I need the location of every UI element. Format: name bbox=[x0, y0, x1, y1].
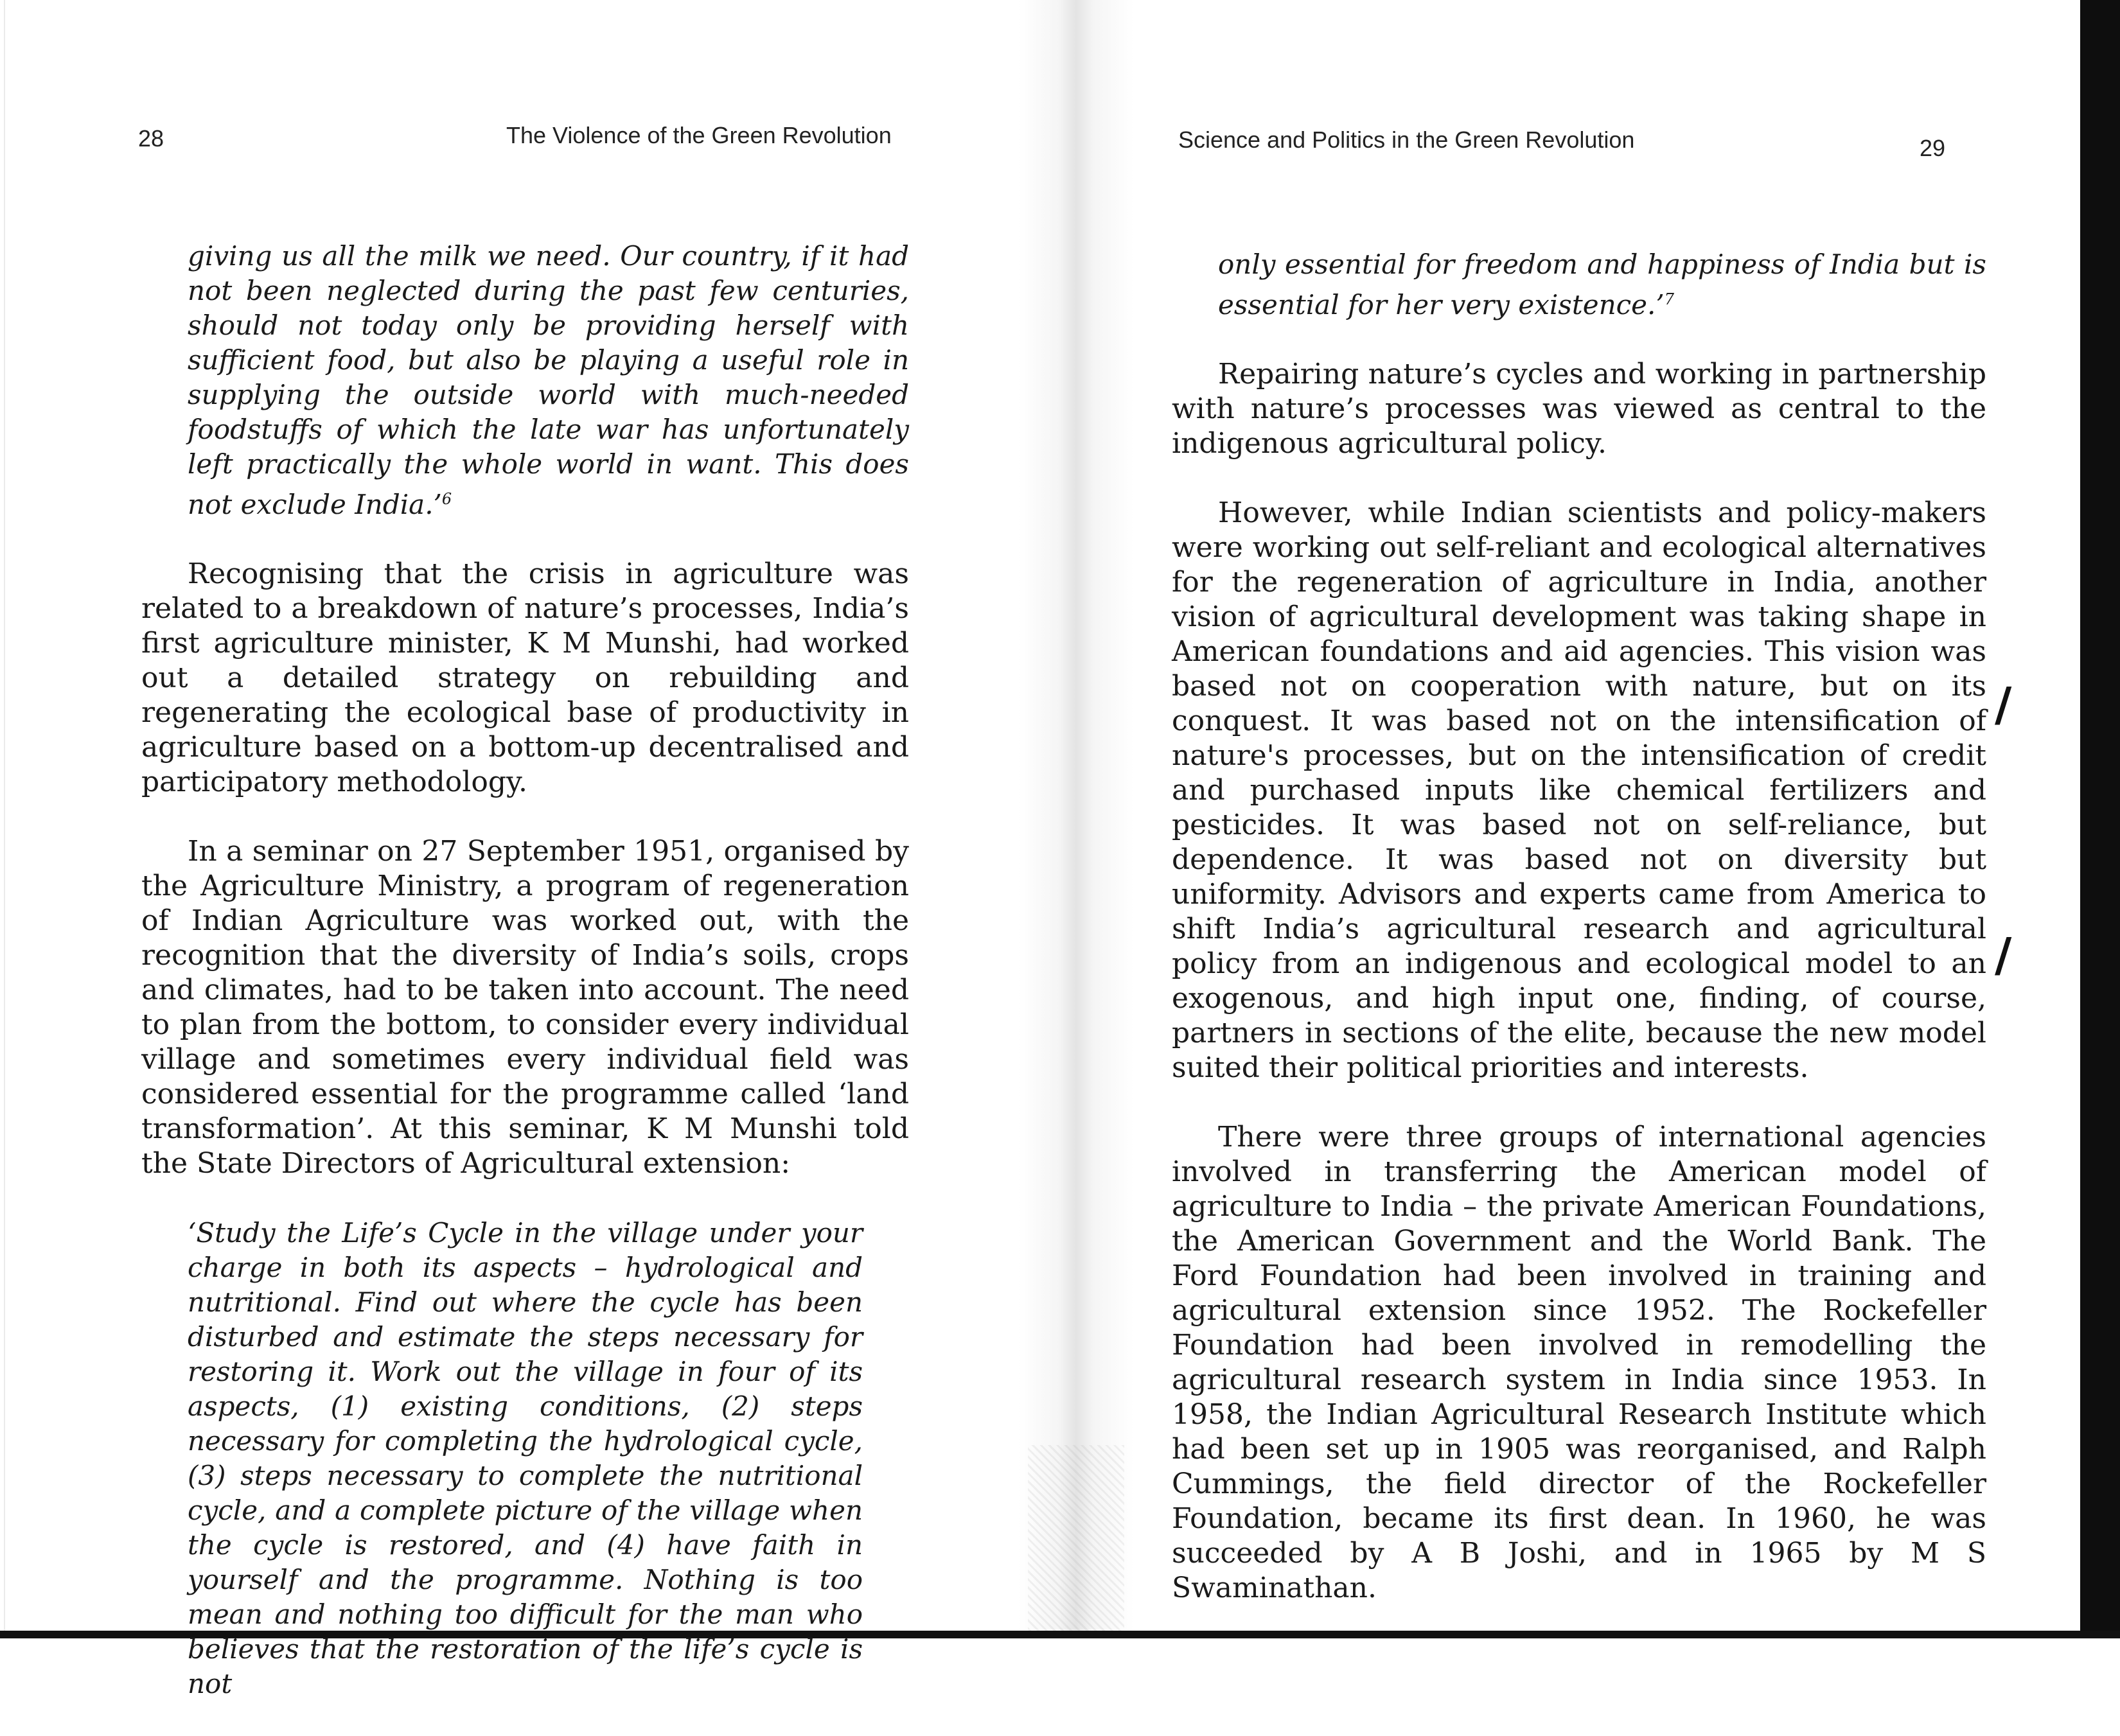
quote-continuation bbox=[188, 239, 909, 522]
running-head-left: The Violence of the Green Revolution bbox=[506, 122, 892, 148]
left-page bbox=[0, 0, 1028, 1699]
quote-end-text: only essential for freedom and happiness of India but is essential for her very existence.’ bbox=[1218, 249, 1986, 320]
margin-slash-mark-2: / bbox=[1995, 928, 2012, 982]
paragraph-seminar-1951: In a seminar on 27 September 1951, organised by the Agriculture Ministry, a program of regeneration of Indian Agriculture was worked out, with the recognition that the diversity of India’s soils, crops and climates, had to be taken into account. The need to plan from the bottom, to consider every individual village and sometimes every individual field was considered essential for the programme called ‘land transformation’. At this seminar, K M Munshi told the State Directors of Agricultural extension: bbox=[141, 835, 909, 1180]
left-page-body bbox=[141, 239, 909, 1736]
quote-continuation-text: giving us all the milk we need. Our country, if it had not been neglected during the past few centuries, should not today only be providing herself with sufficient food, but also be playing a useful role in supplying the outside world with much-needed foodstuffs of which the late war has unfortunately left practically the whole world in want. This does not exclude India.’ bbox=[188, 240, 909, 520]
right-page bbox=[1131, 0, 2081, 1638]
page-number-left: 28 bbox=[138, 125, 164, 152]
paragraph-international-agencies: There were three groups of international agencies involved in transferring the American model of agriculture to India – the private American Foundations, the American Government and the World Bank. The Ford Foundation had been involved in training and agricultural extension since 1952. The Rockefeller Foundation had been involved in remodelling the agricultural research system in India since 1953. In 1958, the Indian Agricultural Research Institute which had been set up in 1905 was reorganised, and Ralph Cummings, the field director of the Rockefeller Foundation, became its first dean. In 1960, he was succeeded by A B Joshi, and in 1965 by M S Swaminathan. bbox=[1172, 1121, 1986, 1604]
margin-slash-mark-1: / bbox=[1995, 678, 2012, 732]
footnote-marker-7: 7 bbox=[1664, 290, 1675, 308]
book-gutter bbox=[1018, 0, 1134, 1638]
page-number-right: 29 bbox=[1920, 135, 1946, 161]
right-page-body bbox=[1172, 247, 1986, 1640]
paragraph-munshi-strategy: Recognising that the crisis in agriculture was related to a breakdown of nature’s processes, India’s first agriculture minister, K M Munshi, had worked out a detailed strategy on rebuilding and regenerating the ecological base of productivity in agriculture based on a bottom-up decentralised and participatory methodology. bbox=[141, 557, 909, 798]
footnote-marker-6: 6 bbox=[441, 490, 452, 508]
paragraph-american-vision: However, while Indian scientists and policy-makers were working out self-reliant and ecological alternatives for the regeneration of agriculture in India, another vision of agricultural development was taking shape in American foundations and aid agencies. This vision was based not on cooperation with nature, but on its conquest. It was based not on the intensification of nature's processes, but on the intensification of credit and purchased inputs like chemical fertilizers and pesticides. It was based not on self-reliance, but dependence. It was based not on diversity but uniformity. Advisors and experts came from America to shift India’s agricultural research and agricultural policy from an indigenous and ecological model to an exogenous, and high input one, finding, of course, partners in sections of the elite, because the new model suited their political priorities and interests. bbox=[1172, 496, 1986, 1084]
quote-end bbox=[1218, 247, 1986, 322]
paragraph-repairing-cycles: Repairing nature’s cycles and working in partnership with nature’s processes was viewed as central to the indigenous agricultural policy. bbox=[1172, 358, 1986, 460]
gutter-shadow bbox=[1028, 1445, 1124, 1638]
quote-munshi: ‘Study the Life’s Cycle in the village under your charge in both its aspects – hydrological and nutritional. Find out where the cycle has been disturbed and estimate the steps necessary for restoring it. Work out the village in four of its aspects, (1) existing conditions, (2) steps necessary for completing the hydrological cycle, (3) steps necessary to complete the nutritional cycle, and a complete picture of the village when the cycle is restored, and (4) have faith in yourself and the programme. Nothing is too mean and nothing too difficult for the man who believes that the restoration of the life’s cycle is not bbox=[188, 1217, 863, 1699]
scan-edge-right bbox=[2080, 0, 2120, 1638]
running-head-right: Science and Politics in the Green Revolution bbox=[1178, 127, 1635, 153]
